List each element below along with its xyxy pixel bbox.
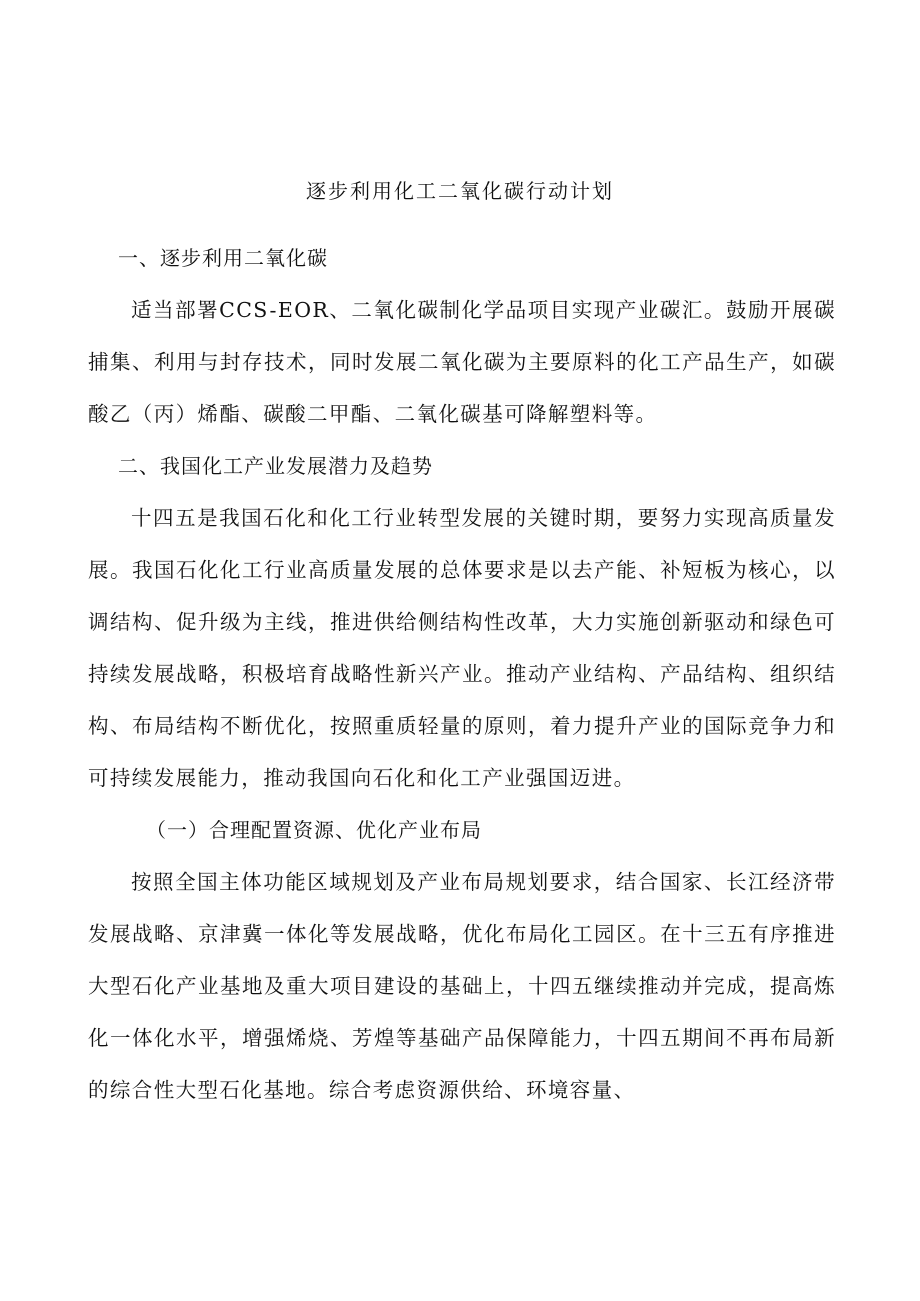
document-body [88,232,836,1116]
paragraph-2: 十四五是我国石化和化工行业转型发展的关键时期，要努力实现高质量发展。我国石化化工行业高质量发展的总体要求是以去产能、补短板为核心，以调结构、促升级为主线，推进供给侧结构性改革，大力实施创新驱动和绿色可持续发展战略，积极培育战略性新兴产业。推动产业结构、产品结构、组织结构、布局结构不断优化，按照重质轻量的原则，着力提升产业的国际竞争力和可持续发展能力，推动我国向石化和化工产业强国迈进。 [88,506,836,790]
subsection-heading-1: （一）合理配置资源、优化产业布局 [146,818,482,842]
paragraph-1: 适当部署CCS-EOR、二氧化碳制化学品项目实现产业碳汇。鼓励开展碳捕集、利用与封存技术，同时发展二氧化碳为主要原料的化工产品生产，如碳酸乙（丙）烯酯、碳酸二甲酯、二氧化碳基可降解塑料等。 [88,298,836,426]
section-heading-2: 二、我国化工产业发展潜力及趋势 [118,454,433,478]
section-heading-1: 一、逐步利用二氧化碳 [118,246,328,270]
document-title: 逐步利用化工二氧化碳行动计划 [306,179,614,203]
paragraph-3: 按照全国主体功能区域规划及产业布局规划要求，结合国家、长江经济带发展战略、京津冀一体化等发展战略，优化布局化工园区。在十三五有序推进大型石化产业基地及重大项目建设的基础上，十四五继续推动并完成，提高炼化一体化水平，增强烯烧、芳煌等基础产品保障能力，十四五期间不再布局新的综合性大型石化基地。综合考虑资源供给、环境容量、 [88,870,836,1102]
